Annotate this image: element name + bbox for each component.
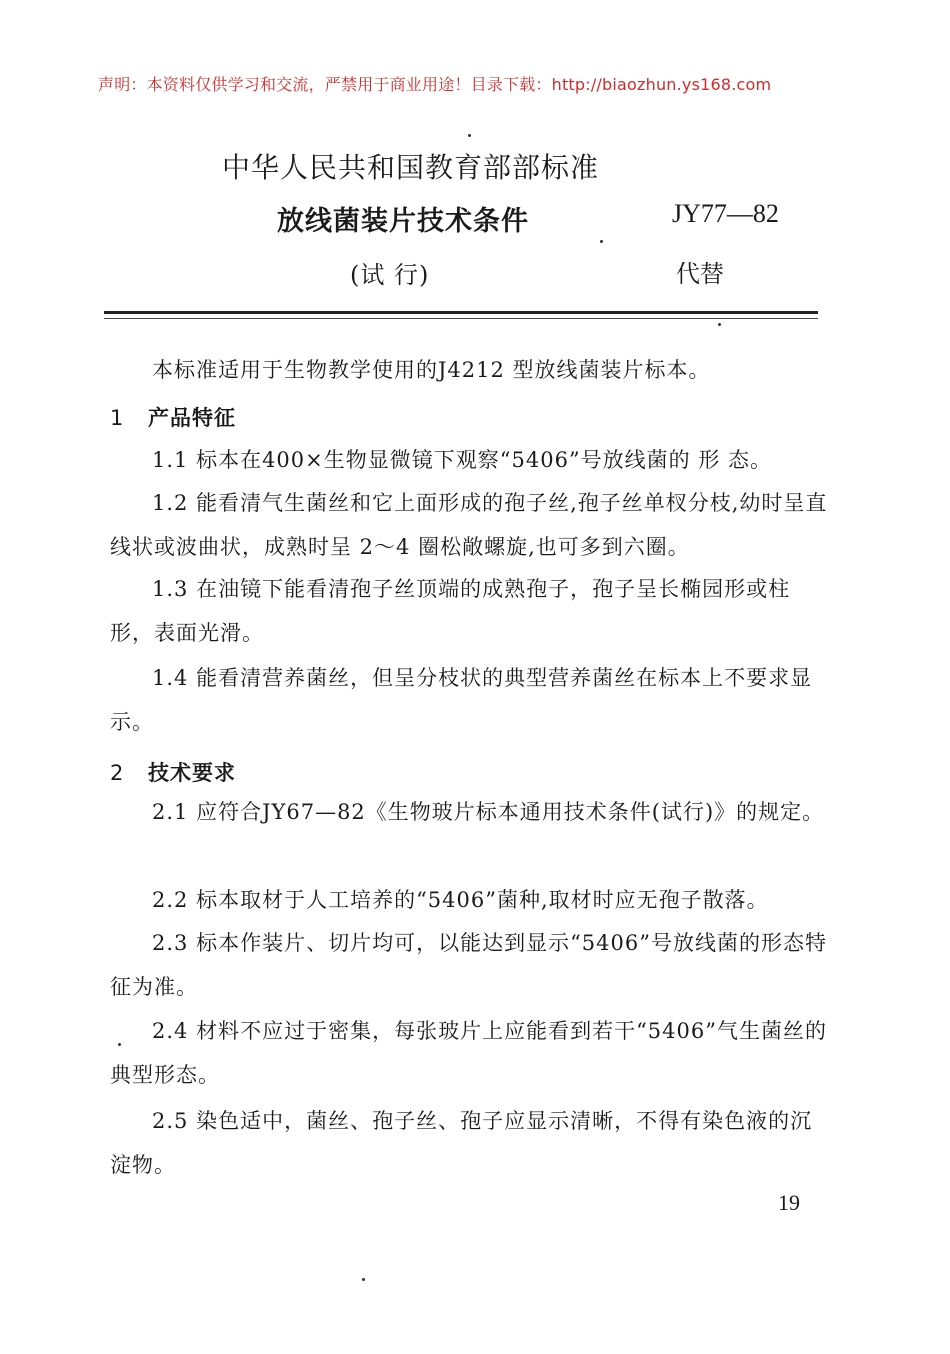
download-notice: 声明：本资料仅供学习和交流，严禁用于商业用途！目录下载：http://biaozhun.ys168.com [98, 75, 772, 94]
clause: 2.2 标本取材于人工培养的“5406”菌种,取材时应无孢子散落。 [152, 888, 769, 912]
header-divider-thick [104, 311, 818, 314]
scan-speck [718, 323, 721, 326]
section-title: 技术要求 [148, 761, 236, 785]
replaces-label: 代替 [676, 260, 724, 288]
scan-speck [600, 240, 603, 243]
document-title: 放线菌装片技术条件 [277, 206, 529, 237]
scan-speck [468, 134, 471, 137]
clause: 2.4 材料不应过于密集，每张玻片上应能看到若干“5406”气生菌丝的典型形态。 [110, 1019, 827, 1087]
clause: 2.1 应符合JY67—82《生物玻片标本通用技术条件(试行)》的规定。 [152, 800, 825, 824]
scan-speck [362, 1278, 365, 1281]
clause: 2.5 染色适中，菌丝、孢子丝、孢子应显示清晰，不得有染色液的沉淀物。 [110, 1109, 813, 1177]
clause: 2.3 标本作装片、切片均可，以能达到显示“5406”号放线菌的形态特征为准。 [110, 931, 827, 999]
section-heading [110, 757, 236, 787]
header-divider-thin [104, 318, 818, 319]
standard-code: JY77—82 [672, 199, 779, 228]
clause: 1.4 能看清营养菌丝，但呈分枝状的典型营养菌丝在标本上不要求显示。 [110, 666, 813, 734]
section-number: 1 [110, 406, 125, 430]
trial-label: (试 行) [350, 261, 430, 289]
clause: 1.3 在油镜下能看清孢子丝顶端的成熟孢子，孢子呈长椭园形或柱形，表面光滑。 [110, 577, 791, 645]
scan-speck [118, 1043, 121, 1046]
section-number: 2 [110, 761, 125, 785]
clause: 1.2 能看清气生菌丝和它上面形成的孢子丝,孢子丝单杈分枝,幼时呈直线状或波曲状，成熟时呈 2～4 圈松敞螺旋,也可多到六圈。 [110, 491, 828, 559]
page-number: 19 [778, 1190, 800, 1215]
section-heading [110, 402, 236, 432]
intro-paragraph: 本标准适用于生物教学使用的J4212 型放线菌装片标本。 [152, 358, 711, 382]
clause: 1.1 标本在400×生物显微镜下观察“5406”号放线菌的 形 态。 [152, 448, 773, 472]
section-title: 产品特征 [148, 406, 236, 430]
standard-organization: 中华人民共和国教育部部标准 [222, 151, 600, 184]
